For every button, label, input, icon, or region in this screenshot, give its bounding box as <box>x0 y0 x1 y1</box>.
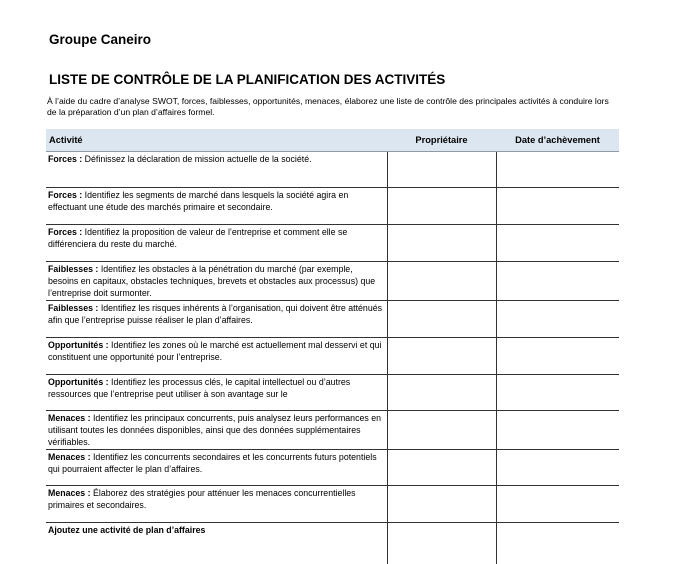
activity-cell[interactable] <box>46 338 387 375</box>
activity-cell[interactable] <box>46 450 387 486</box>
table-header-row <box>46 129 619 152</box>
completion-date-cell[interactable] <box>496 375 619 411</box>
activity-text: Élaborez des stratégies pour atténuer les menaces concurrentielles primaires et secondaires. <box>48 488 356 510</box>
table-row <box>46 262 619 301</box>
activity-text: Identifiez les obstacles à la pénétration du marché (par exemple, besoins en capitaux, obstacles techniques, brevets et obstacles aux processus) que l’entreprise doit surmonter. <box>48 264 375 298</box>
activity-category: Forces : <box>48 190 82 200</box>
owner-cell[interactable] <box>387 338 496 375</box>
activity-category: Menaces : <box>48 488 91 498</box>
activity-cell[interactable] <box>46 152 387 188</box>
completion-date-cell[interactable] <box>496 152 619 188</box>
table-row <box>46 225 619 262</box>
activity-category: Forces : <box>48 154 82 164</box>
activity-text: Définissez la déclaration de mission actuelle de la société. <box>82 154 311 164</box>
activity-category: Faiblesses : <box>48 264 98 274</box>
table-row <box>46 188 619 225</box>
activity-text: Identifiez les segments de marché dans lesquels la société agira en effectuant une étude des marchés primaire et secondaire. <box>48 190 348 212</box>
completion-date-cell[interactable] <box>496 301 619 338</box>
owner-cell[interactable] <box>387 486 496 523</box>
table-row <box>46 486 619 523</box>
table-row <box>46 375 619 411</box>
column-header-completion-date: Date d’achèvement <box>496 129 619 152</box>
activity-category: Menaces : <box>48 452 91 462</box>
table-row <box>46 338 619 375</box>
page-title: LISTE DE CONTRÔLE DE LA PLANIFICATION DES ACTIVITÉS <box>49 72 445 87</box>
completion-date-cell[interactable] <box>496 523 619 564</box>
owner-cell[interactable] <box>387 188 496 225</box>
table-row <box>46 450 619 486</box>
completion-date-cell[interactable] <box>496 450 619 486</box>
owner-cell[interactable] <box>387 450 496 486</box>
add-activity-cell[interactable] <box>46 523 387 564</box>
activity-category: Menaces : <box>48 413 91 423</box>
activity-cell[interactable] <box>46 486 387 523</box>
completion-date-cell[interactable] <box>496 338 619 375</box>
table-row <box>46 411 619 450</box>
activity-category: Faiblesses : <box>48 303 98 313</box>
add-activity-row <box>46 523 619 564</box>
owner-cell[interactable] <box>387 225 496 262</box>
owner-cell[interactable] <box>387 262 496 301</box>
completion-date-cell[interactable] <box>496 225 619 262</box>
owner-cell[interactable] <box>387 301 496 338</box>
completion-date-cell[interactable] <box>496 411 619 450</box>
activity-cell[interactable] <box>46 301 387 338</box>
activity-category: Forces : <box>48 227 82 237</box>
owner-cell[interactable] <box>387 411 496 450</box>
add-activity-label: Ajoutez une activité de plan d’affaires <box>48 525 205 535</box>
owner-cell[interactable] <box>387 152 496 188</box>
company-name: Groupe Caneiro <box>49 32 151 47</box>
table-row <box>46 152 619 188</box>
table-row <box>46 301 619 338</box>
completion-date-cell[interactable] <box>496 262 619 301</box>
activity-category: Opportunités : <box>48 340 109 350</box>
intro-paragraph: À l’aide du cadre d’analyse SWOT, forces, faiblesses, opportunités, menaces, élaborez une liste de contrôle des principales activités à conduire lors de la préparation d’un plan d’affaires formel. <box>47 96 617 118</box>
activity-text: Identifiez la proposition de valeur de l’entreprise et comment elle se différenciera du reste du marché. <box>48 227 347 249</box>
checklist-table <box>46 129 619 564</box>
column-header-owner: Propriétaire <box>387 129 496 152</box>
owner-cell[interactable] <box>387 523 496 564</box>
activity-cell[interactable] <box>46 188 387 225</box>
activity-cell[interactable] <box>46 262 387 301</box>
activity-category: Opportunités : <box>48 377 109 387</box>
column-header-activity: Activité <box>46 129 387 152</box>
activity-text: Identifiez les principaux concurrents, puis analysez leurs performances en utilisant toutes les données disponibles, ainsi que des données supplémentaires vérifiables. <box>48 413 381 447</box>
completion-date-cell[interactable] <box>496 188 619 225</box>
owner-cell[interactable] <box>387 375 496 411</box>
activity-text: Identifiez les risques inhérents à l’organisation, qui doivent être atténués afin que l’entreprise puisse réaliser le plan d’affaires. <box>48 303 382 325</box>
activity-text: Identifiez les concurrents secondaires et les concurrents futurs potentiels qui pourraient affecter le plan d’affaires. <box>48 452 377 474</box>
completion-date-cell[interactable] <box>496 486 619 523</box>
activity-cell[interactable] <box>46 375 387 411</box>
activity-cell[interactable] <box>46 225 387 262</box>
activity-text: Identifiez les zones où le marché est actuellement mal desservi et qui constituent une opportunité pour l’entreprise. <box>48 340 381 362</box>
activity-cell[interactable] <box>46 411 387 450</box>
activity-text: Identifiez les processus clés, le capital intellectuel ou d’autres ressources que l’entreprise peut utiliser à son avantage sur le <box>48 377 350 399</box>
